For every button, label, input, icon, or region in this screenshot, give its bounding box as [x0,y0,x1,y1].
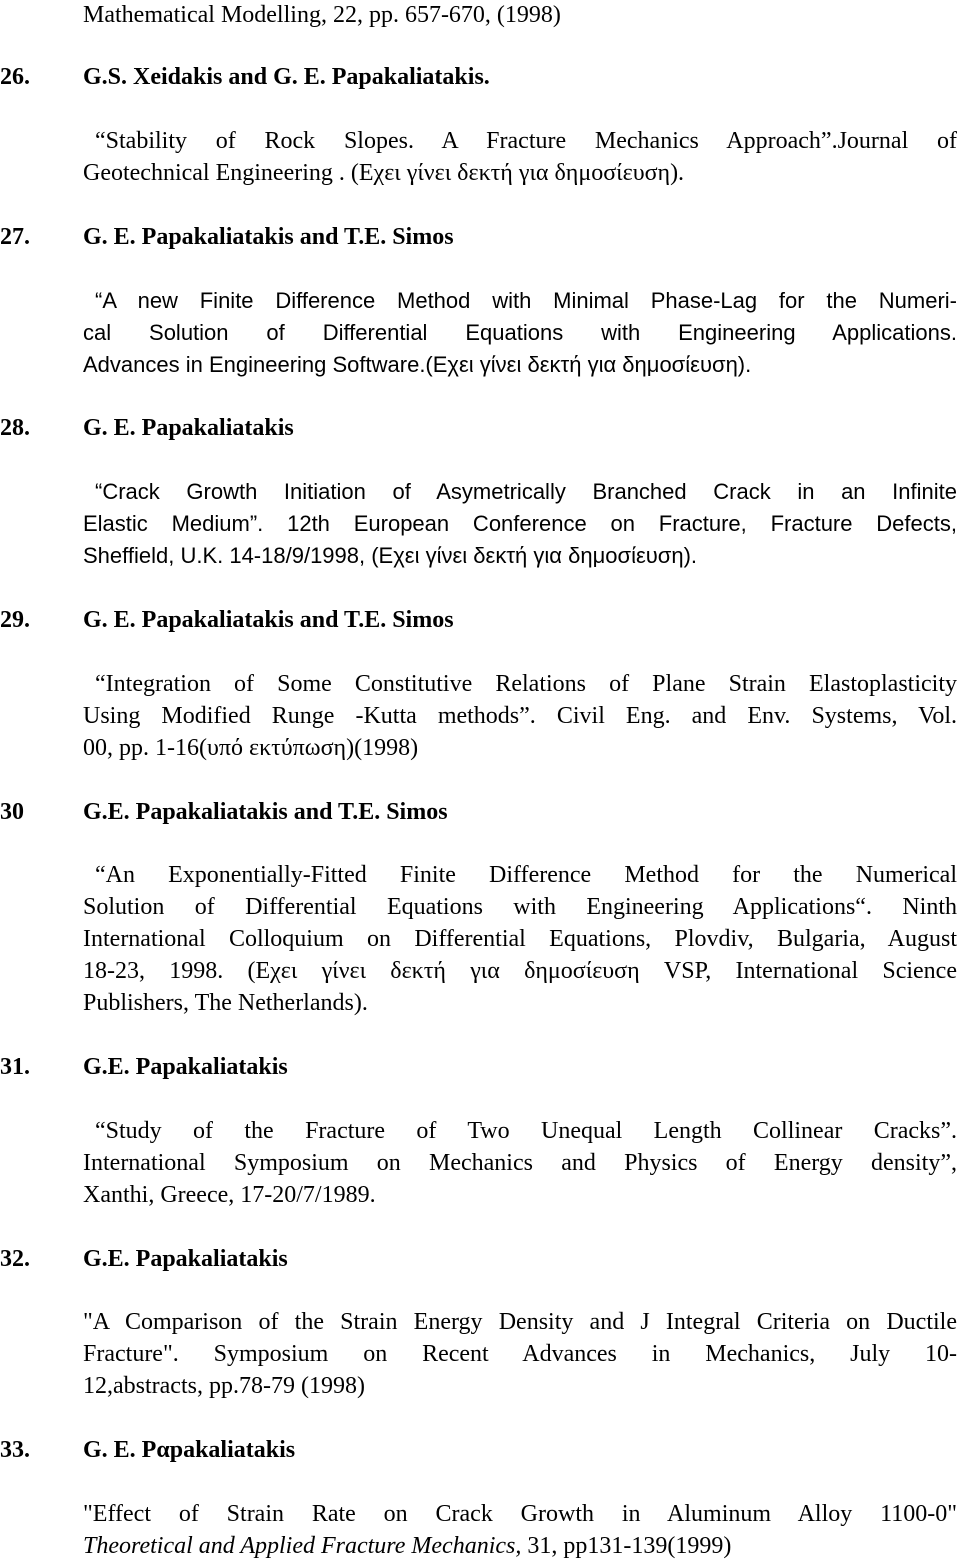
entry-28-number: 28. [0,415,30,441]
entry-32-title-line-1: "A Comparison of the Strain Energy Density and J Integral Criteria on Ductile [83,1309,957,1335]
entry-33-journal-name: Theoretical and Applied Fracture Mechanics, [83,1533,522,1559]
entry-26-title-line-1: “Stability of Rock Slopes. A Fracture Mechanics Approach”.Journal of [95,128,957,154]
entry-28-authors: G. E. Papakaliatakis [83,415,294,441]
entry-31-title-line-3: Xanthi, Greece, 17-20/7/1989. [83,1182,376,1208]
entry-30-title-line-4: 18-23, 1998. (Εχει γίνει δεκτή για δημοσίευση VSP, International Science [83,958,957,984]
entry-33-number: 33. [0,1437,30,1463]
entry-32-title-line-2: Fracture". Symposium on Recent Advances in Mechanics, July 10- [83,1341,957,1367]
entry-28-title-line-3: Sheffield, U.K. 14-18/9/1998, (Εχει γίνει δεκτή για δημοσίευση). [83,543,698,568]
entry-32-title-line-3: 12,abstracts, pp.78-79 (1998) [83,1373,365,1399]
entry-30-authors: G.E. Papakaliatakis and T.E. Simos [83,799,448,825]
entry-32-authors: G.E. Papakaliatakis [83,1246,288,1272]
entry-33-volume-pages: 31, pp131-139(1999) [521,1533,732,1559]
entry-27-title-line-3: Advances in Engineering Software.(Εχει γίνει δεκτή για δημοσίευση). [83,352,752,377]
entry-28-title-line-1: “Crack Growth Initiation of Asymetrically Branched Crack in an Infinite [95,479,957,504]
entry-32-number: 32. [0,1246,30,1272]
entry-27-number: 27. [0,224,30,250]
entry-33-title-line-2 [83,1531,957,1561]
entry-27-authors: G. E. Papakaliatakis and T.E. Simos [83,224,454,250]
entry-31-authors: G.E. Papakaliatakis [83,1054,288,1080]
entry-31-title-line-2: International Symposium on Mechanics and Physics of Energy density”, [83,1150,957,1176]
entry-33-authors: G. E. Pαpakaliatakis [83,1437,296,1463]
entry-28-title-line-2: Elastic Medium”. 12th European Conference on Fracture, Fracture Defects, [83,511,957,536]
entry-29-title-line-1: “Integration of Some Constitutive Relations of Plane Strain Elastoplasticity [95,671,957,697]
entry-29-number: 29. [0,607,30,633]
entry-30-title-line-3: International Colloquium on Differential Equations, Plovdiv, Bulgaria, August [83,926,957,952]
entry-30-title-line-2: Solution of Differential Equations with Engineering Applications“. Ninth [83,894,957,920]
entry-26-title-line-2: Geotechnical Engineering . (Εχει γίνει δεκτή για δημοσίευση). [83,160,685,186]
entry-29-title-line-3: 00, pp. 1-16(υπό εκτύπωση)(1998) [83,735,419,761]
entry-31-number: 31. [0,1054,30,1080]
entry-31-title-line-1: “Study of the Fracture of Two Unequal Length Collinear Cracks”. [95,1118,957,1144]
entry-29-title-line-2: Using Modified Runge -Kutta methods”. Civil Eng. and Env. Systems, Vol. [83,703,957,729]
entry-30-title-line-1: “An Exponentially-Fitted Finite Difference Method for the Numerical [95,862,957,888]
entry-33-title-line-1: "Effect of Strain Rate on Crack Growth in Aluminum Alloy 1100-0" [83,1501,957,1527]
entry-27-title-line-1: “A new Finite Difference Method with Minimal Phase-Lag for the Numeri- [95,288,957,313]
entry-25-continuation: Mathematical Modelling, 22, pp. 657-670, (1998) [83,2,561,28]
entry-26-number: 26. [0,64,30,90]
entry-29-authors: G. E. Papakaliatakis and T.E. Simos [83,607,454,633]
entry-30-number: 30 [0,799,24,825]
entry-26-authors: G.S. Xeidakis and G. E. Papakaliatakis. [83,64,490,90]
entry-30-title-line-5: Publishers, The Netherlands). [83,990,368,1016]
entry-27-title-line-2: cal Solution of Differential Equations with Engineering Applications. [83,320,957,345]
